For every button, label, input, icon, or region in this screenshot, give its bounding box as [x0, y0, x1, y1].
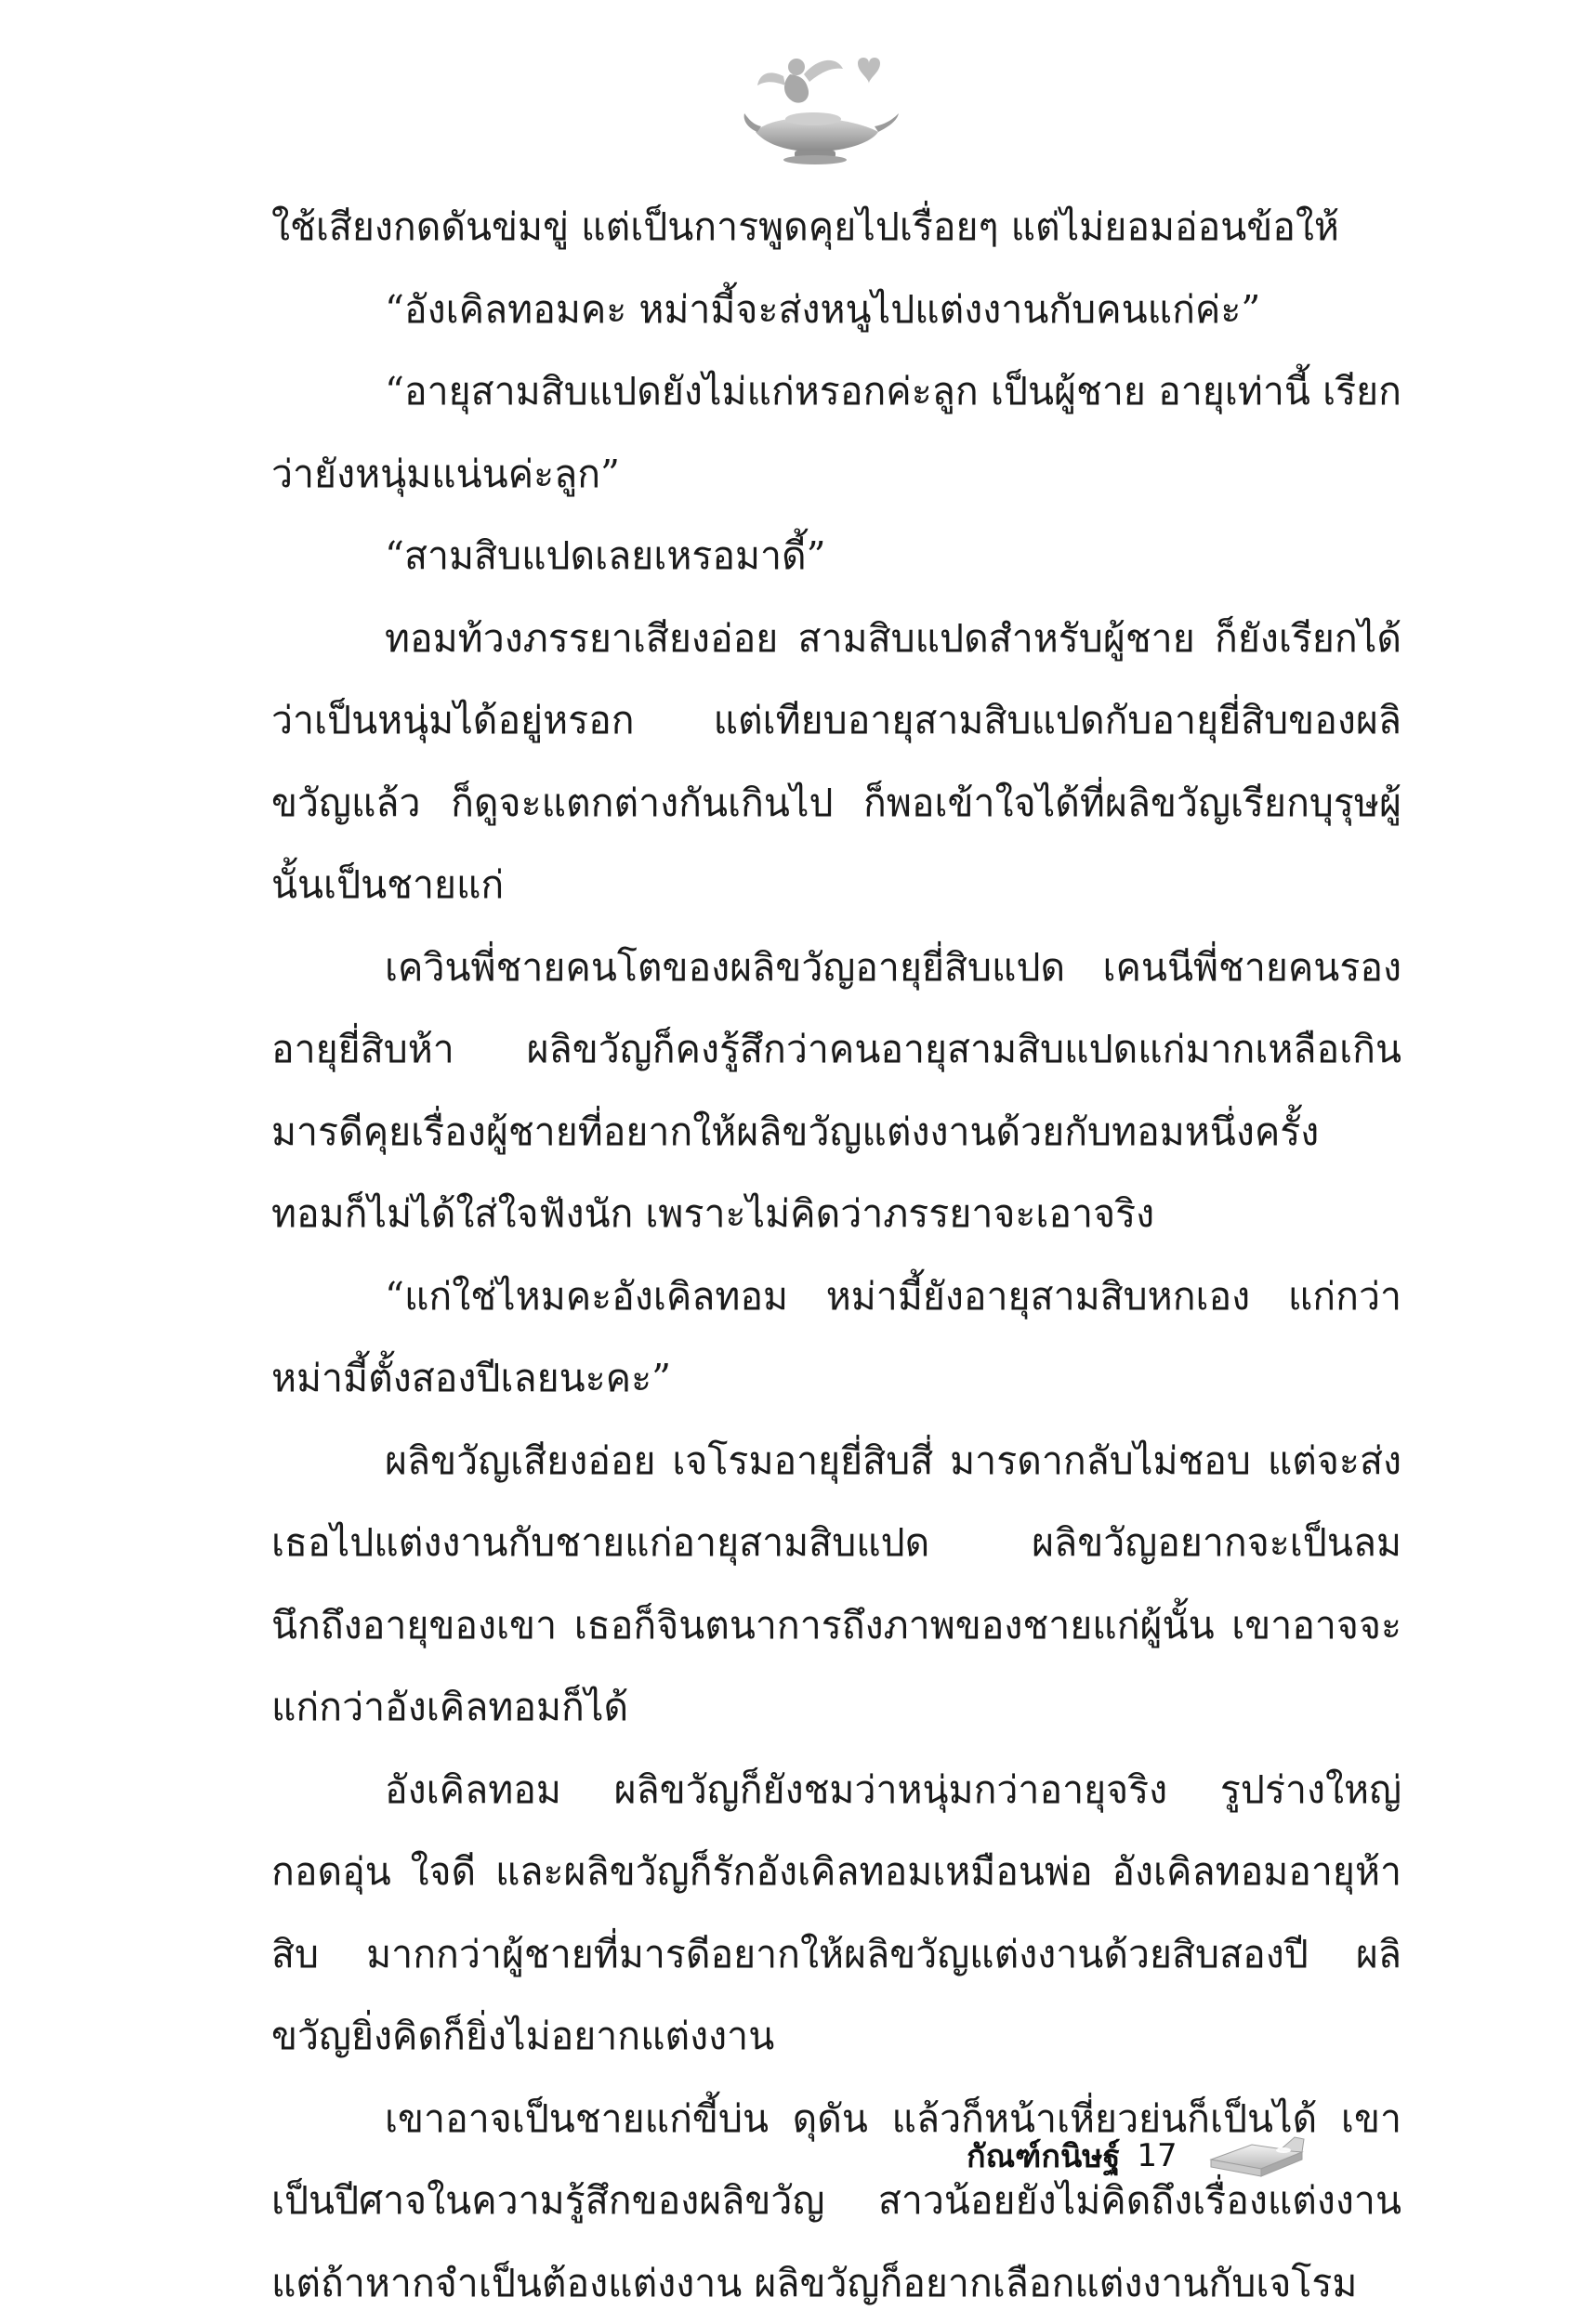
book-title: กัณฑ์กนิษฐ์ [967, 2131, 1120, 2181]
paragraph: “แก่ใช่ไหมคะอังเคิลทอม หม่ามี้ยังอายุสามสิบหกเอง แก่กว่าหม่ามี้ตั้งสองปีเลยนะคะ” [271, 1255, 1401, 1420]
paragraph: ผลิขวัญเสียงอ่อย เจโรมอายุยี่สิบสี่ มารดากลับไม่ชอบ แต่จะส่งเธอไปแต่งงานกับชายแก่อายุสามสิบแปด ผลิขวัญอยากจะเป็นลม นึกถึงอายุของเขา เธอก็จินตนาการถึงภาพของชายแก่ผู้นั้น เขาอาจจะแก่กว่าอังเคิลทอมก็ได้ [271, 1420, 1401, 1749]
paragraph: “อังเคิลทอมคะ หม่ามี้จะส่งหนูไปแต่งงานกับคนแก่ค่ะ” [271, 269, 1401, 351]
page-footer [967, 2128, 1308, 2184]
paragraph: “อายุสามสิบแปดยังไม่แก่หรอกค่ะลูก เป็นผู้ชาย อายุเท่านี้ เรียกว่ายังหนุ่มแน่นค่ะลูก” [271, 350, 1401, 515]
bed-icon [1205, 2132, 1308, 2180]
paragraph: อังเคิลทอม ผลิขวัญก็ยังชมว่าหนุ่มกว่าอายุจริง รูปร่างใหญ่ กอดอุ่น ใจดี และผลิขวัญก็รักอังเคิลทอมเหมือนพ่อ อังเคิลทอมอายุห้าสิบ มากกว่าผู้ชายที่มารดีอยากให้ผลิขวัญแต่งงานด้วยสิบสองปี ผลิขวัญยิ่งคิดก็ยิ่งไม่อยากแต่งงาน [271, 1749, 1401, 2078]
page-body [271, 186, 1401, 2324]
paragraph: เขาอาจเป็นชายแก่ขี้บ่น ดุดัน แล้วก็หน้าเหี่ยวย่นก็เป็นได้ เขาเป็นปีศาจในความรู้สึกของผลิขวัญ สาวน้อยยังไม่คิดถึงเรื่องแต่งงาน แต่ถ้าหากจำเป็นต้องแต่งงาน ผลิขวัญก็อยากเลือกแต่งงานกับเจโรม [271, 2078, 1401, 2324]
paragraph: ใช้เสียงกดดันข่มขู่ แต่เป็นการพูดคุยไปเรื่อยๆ แต่ไม่ยอมอ่อนข้อให้ [271, 186, 1401, 269]
paragraph: ทอมท้วงภรรยาเสียงอ่อย สามสิบแปดสำหรับผู้ชาย ก็ยังเรียกได้ว่าเป็นหนุ่มได้อยู่หรอก แต่เทียบอายุสามสิบแปดกับอายุยี่สิบของผลิขวัญแล้ว ก็ดูจะแตกต่างกันเกินไป ก็พอเข้าใจได้ที่ผลิขวัญเรียกบุรุษผู้นั้นเป็นชายแก่ [271, 597, 1401, 926]
lamp-ornament-icon [739, 46, 901, 167]
paragraph: “สามสิบแปดเลยเหรอมาดี้” [271, 515, 1401, 597]
paragraph: เควินพี่ชายคนโตของผลิขวัญอายุยี่สิบแปด เคนนีพี่ชายคนรองอายุยี่สิบห้า ผลิขวัญก็คงรู้สึกว่าคนอายุสามสิบแปดแก่มากเหลือเกิน มารดีคุยเรื่องผู้ชายที่อยากให้ผลิขวัญแต่งงานด้วยกับทอมหนึ่งครั้ง ทอมก็ไม่ได้ใส่ใจฟังนัก เพราะไม่คิดว่าภรรยาจะเอาจริง [271, 926, 1401, 1255]
page-number: 17 [1137, 2137, 1177, 2174]
